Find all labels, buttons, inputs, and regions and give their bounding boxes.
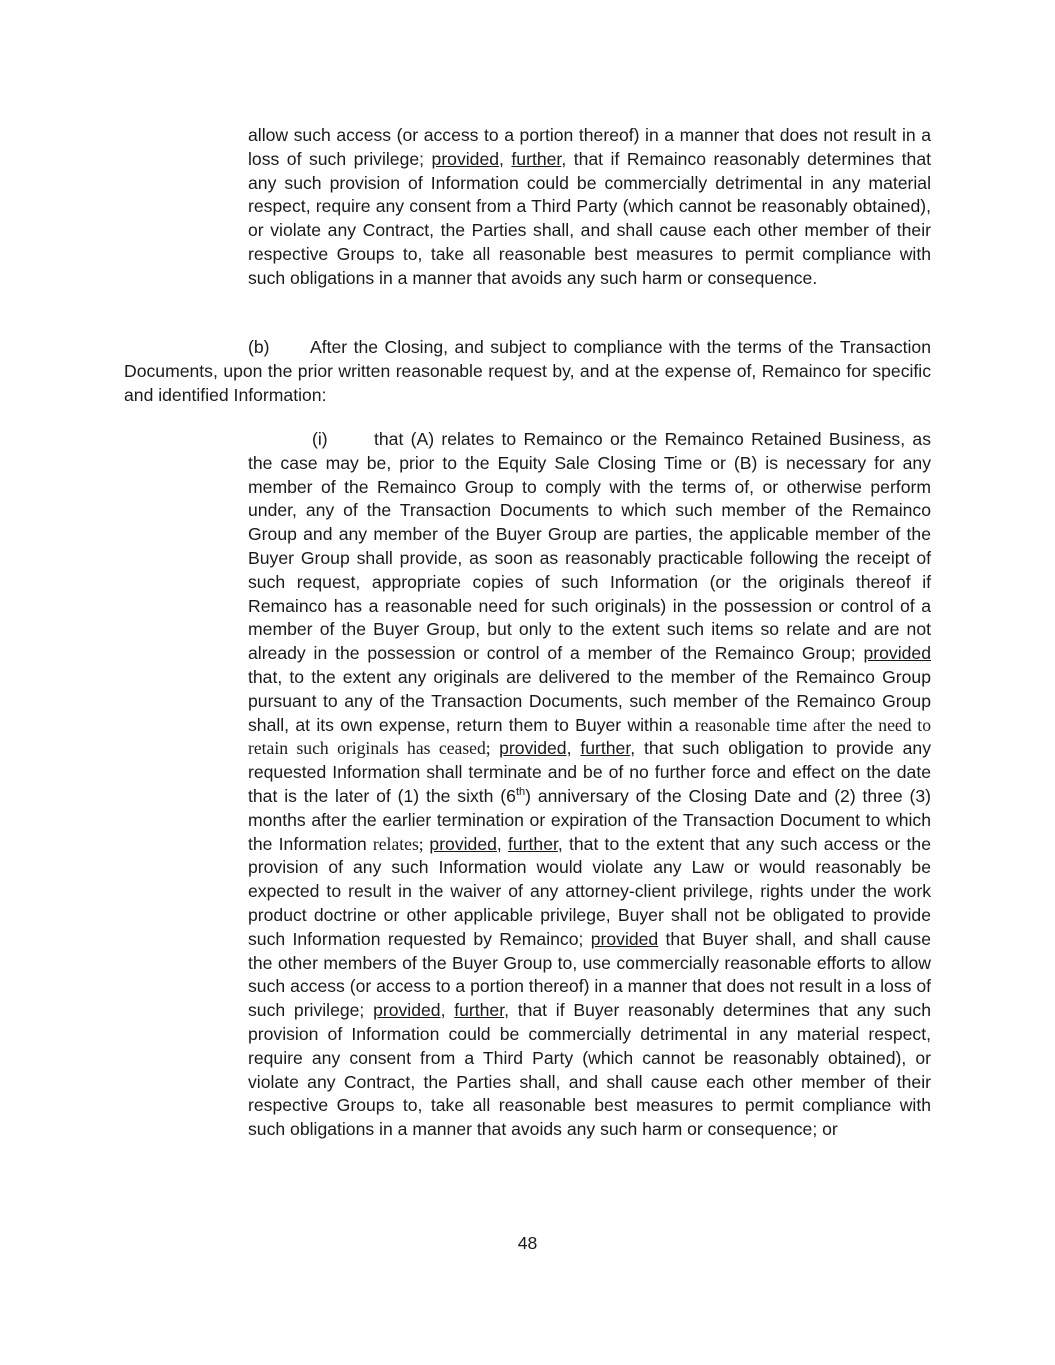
- defined-term-further: further: [580, 738, 631, 759]
- text: , that such obligation to provide any requested Information shall terminate and be of no further force and effect on the date that is the later of (1) the sixth (6: [248, 738, 931, 806]
- text: ,: [440, 1000, 455, 1021]
- paragraph-i: [248, 428, 931, 1142]
- text: ,: [566, 738, 581, 759]
- text: After the Closing, and subject to compliance with the terms of the Transaction Documents, upon the prior written reasonable request by, and at the expense of, Remainco for specific and identified Information:: [124, 337, 931, 405]
- defined-term-further: further: [508, 833, 558, 854]
- text: that (A) relates to Remainco or the Remainco Retained Business, as the case may be, prior to the Equity Sale Closing Time or (B) is necessary for any member of the Remainco Group to comply with the terms of, or otherwise perform under, any of the Transaction Documents to which such member of the Remainco Group and any member of the Buyer Group are parties, the applicable member of the Buyer Group shall provide, as soon as reasonably practicable following the receipt of such request, appropriate copies of such Information (or the originals thereof if Remainco has a reasonable need for such originals) in the possession or control of a member of the Buyer Group, but only to the extent such items so relate and are not already in the possession or control of a member of the Remainco Group;: [248, 429, 931, 664]
- text: ,: [499, 148, 512, 169]
- text: , that if Buyer reasonably determines that any such provision of Information could be commercially detrimental in any material respect, require any consent from a Third Party (which cannot be reasonably obtained), or violate any Contract, the Parties shall, and shall cause each other member of their respective Groups to, take all reasonable best measures to permit compliance with such obligations in a manner that avoids any such harm or consequence; or: [248, 1000, 931, 1140]
- defined-term-further: further: [454, 1000, 505, 1021]
- text-serif: relates;: [372, 833, 430, 854]
- text: ,: [496, 833, 509, 854]
- text: , that to the extent that any such access or the provision of any such Information would violate any Law or would reasonably be expected to result in the waiver of any attorney-client privilege, rights under the work product doctrine or other applicable privilege, Buyer shall not be obligated to provide such Information requested by Remainco;: [248, 833, 931, 949]
- paragraph-b: [124, 336, 931, 407]
- paragraph-continuation: [248, 124, 931, 291]
- defined-term-provided: provided: [499, 738, 567, 759]
- page-number: 48: [517, 1233, 538, 1253]
- text: that Buyer shall, and shall cause the other members of the Buyer Group to, use commercially reasonable efforts to allow such access (or access to a portion thereof) in a manner that does not result in a loss of such privilege;: [248, 928, 932, 1021]
- ordinal-suffix: th: [515, 786, 526, 799]
- text: , that if Remainco reasonably determines that any such provision of Information could be commercially detrimental in any material respect, require any consent from a Third Party (which cannot be reasonably obtained), or violate any Contract, the Parties shall, and shall cause each other member of their respective Groups to, take all reasonable best measures to permit compliance with such obligations in a manner that avoids any such harm or consequence.: [248, 148, 931, 288]
- defined-term-provided: provided: [431, 148, 500, 169]
- section-label-i: (i): [312, 429, 328, 449]
- defined-term-provided: provided: [429, 833, 497, 854]
- text-serif: reasonable time after the need to retain such originals has ceased;: [248, 714, 931, 759]
- defined-term-provided: provided: [863, 643, 931, 664]
- text: ) anniversary of the Closing Date and (2) three (3) months after the earlier termination or expiration of the Transaction Document to which the Information: [248, 785, 931, 854]
- defined-term-provided: provided: [373, 1000, 441, 1021]
- defined-term-further: further: [511, 148, 562, 169]
- text: allow such access (or access to a portion thereof) in a manner that does not result in a loss of such privilege;: [248, 125, 931, 169]
- defined-term-provided: provided: [590, 928, 659, 949]
- text: that, to the extent any originals are delivered to the member of the Remainco Group pursuant to any of the Transaction Documents, such member of the Remainco Group shall, at its own expense, return them to Buyer within a: [248, 666, 931, 735]
- section-label-b: (b): [248, 337, 270, 357]
